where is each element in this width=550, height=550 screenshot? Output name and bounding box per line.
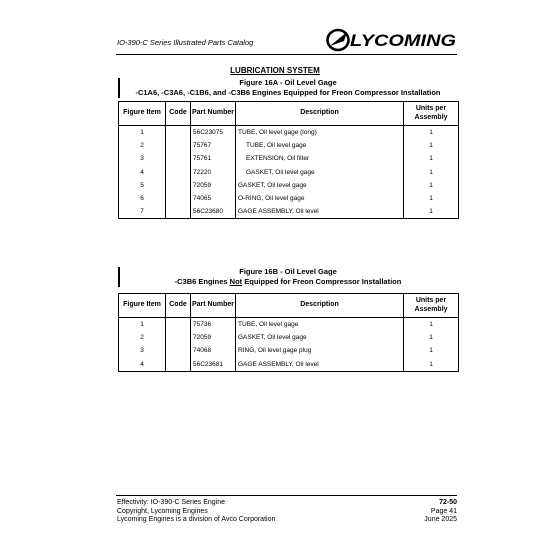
- subtitle-not: Not: [229, 276, 243, 286]
- units: 1: [404, 179, 459, 192]
- description: GAGE ASSEMBLY, Oil level: [236, 358, 404, 372]
- footer-right: [424, 499, 457, 525]
- units: 1: [404, 166, 459, 179]
- figure-item: 3: [119, 152, 166, 165]
- logo-wordmark: LYCOMING: [350, 32, 457, 50]
- description: O-RING, Oil level gage: [236, 192, 404, 205]
- figure-a-title: [118, 78, 458, 97]
- code: [166, 344, 191, 357]
- column-header: Code: [166, 102, 191, 126]
- units: 1: [404, 358, 459, 372]
- table-row: [119, 331, 459, 344]
- table-row: [119, 318, 459, 332]
- description: TUBE, Oil level gage: [236, 318, 404, 332]
- units: 1: [404, 126, 459, 140]
- header-divider: [116, 54, 457, 55]
- division-note: Lycoming Engines is a division of Avco Corporation: [117, 516, 276, 523]
- units: 1: [404, 205, 459, 219]
- description: TUBE, Oil level gage: [236, 139, 404, 152]
- table-row: [119, 358, 459, 372]
- column-header: Units per Assembly: [404, 294, 459, 318]
- table-row: [119, 205, 459, 219]
- description: GAGE ASSEMBLY, Oil level: [236, 205, 404, 219]
- code: [166, 358, 191, 372]
- code: [166, 179, 191, 192]
- table-row: [119, 192, 459, 205]
- figure-b-title: [118, 267, 458, 286]
- description: GASKET, Oil level gage: [236, 166, 404, 179]
- section-title: LUBRICATION SYSTEM: [230, 66, 320, 75]
- figure-item: 5: [119, 179, 166, 192]
- lycoming-logo: [326, 28, 458, 52]
- code: [166, 331, 191, 344]
- code: [166, 318, 191, 332]
- part-number: 75767: [191, 139, 236, 152]
- units: 1: [404, 331, 459, 344]
- code: [166, 192, 191, 205]
- units: 1: [404, 192, 459, 205]
- code: [166, 126, 191, 140]
- figure-a-subtitle: -C1A6, -C3A6, -C1B6, and -C3B6 Engines Equipped for Freon Compressor Installation: [135, 87, 441, 97]
- code: [166, 205, 191, 219]
- figure-item: 2: [119, 139, 166, 152]
- figure-item: 6: [119, 192, 166, 205]
- chapter-code: 72-50: [439, 499, 457, 506]
- units: 1: [404, 318, 459, 332]
- column-header: Figure Item: [119, 294, 166, 318]
- figure-b-parts-table: [118, 293, 459, 372]
- part-number: 75736: [191, 318, 236, 332]
- catalog-title: IO-390-C Series Illustrated Parts Catalog: [117, 38, 254, 47]
- code: [166, 139, 191, 152]
- figure-item: 2: [119, 331, 166, 344]
- part-number: 74068: [191, 344, 236, 357]
- description: GASKET, Oil level gage: [236, 179, 404, 192]
- column-header: Units per Assembly: [404, 102, 459, 126]
- description: RING, Oil level gage plug: [236, 344, 404, 357]
- footer-divider: [116, 495, 457, 496]
- description: EXTENSION, Oil filter: [236, 152, 404, 165]
- column-header: Description: [236, 102, 404, 126]
- table-row: [119, 139, 459, 152]
- part-number: 56C23680: [191, 205, 236, 219]
- footer-left: [117, 499, 275, 525]
- table-row: [119, 152, 459, 165]
- column-header: Part Number: [191, 294, 236, 318]
- description: GASKET, Oil level gage: [236, 331, 404, 344]
- description: TUBE, Oil level gage (long): [236, 126, 404, 140]
- figure-item: 3: [119, 344, 166, 357]
- column-header: Code: [166, 294, 191, 318]
- column-header: Part Number: [191, 102, 236, 126]
- subtitle-text: -C3B6 Engines: [174, 276, 230, 286]
- figure-item: 1: [119, 126, 166, 140]
- code: [166, 152, 191, 165]
- units: 1: [404, 152, 459, 165]
- code: [166, 166, 191, 179]
- part-number: 72220: [191, 166, 236, 179]
- effectivity: Effectivity: IO-390-C Series Engine: [117, 499, 226, 506]
- table-row: [119, 179, 459, 192]
- part-number: 74065: [191, 192, 236, 205]
- copyright: Copyright, Lycoming Engines: [117, 507, 208, 515]
- figure-item: 4: [119, 358, 166, 372]
- figure-item: 7: [119, 205, 166, 219]
- page-number: Page 41: [430, 507, 457, 515]
- part-number: 56C23075: [191, 126, 236, 140]
- part-number: 72059: [191, 331, 236, 344]
- table-row: [119, 126, 459, 140]
- figure-b-heading: Figure 16B - Oil Level Gage: [239, 267, 337, 276]
- subtitle-text: Equipped for Freon Compressor Installation: [242, 276, 402, 286]
- part-number: 56C23681: [191, 358, 236, 372]
- column-header: Figure Item: [119, 102, 166, 126]
- table-row: [119, 166, 459, 179]
- revision-date: June 2025: [424, 516, 457, 523]
- figure-a-heading: Figure 16A - Oil Level Gage: [239, 78, 337, 87]
- column-header: Description: [236, 294, 404, 318]
- table-row: [119, 344, 459, 357]
- figure-a-parts-table: [118, 101, 459, 219]
- part-number: 72059: [191, 179, 236, 192]
- figure-item: 4: [119, 166, 166, 179]
- units: 1: [404, 139, 459, 152]
- figure-item: 1: [119, 318, 166, 332]
- units: 1: [404, 344, 459, 357]
- part-number: 75761: [191, 152, 236, 165]
- figure-b-subtitle: [118, 277, 458, 287]
